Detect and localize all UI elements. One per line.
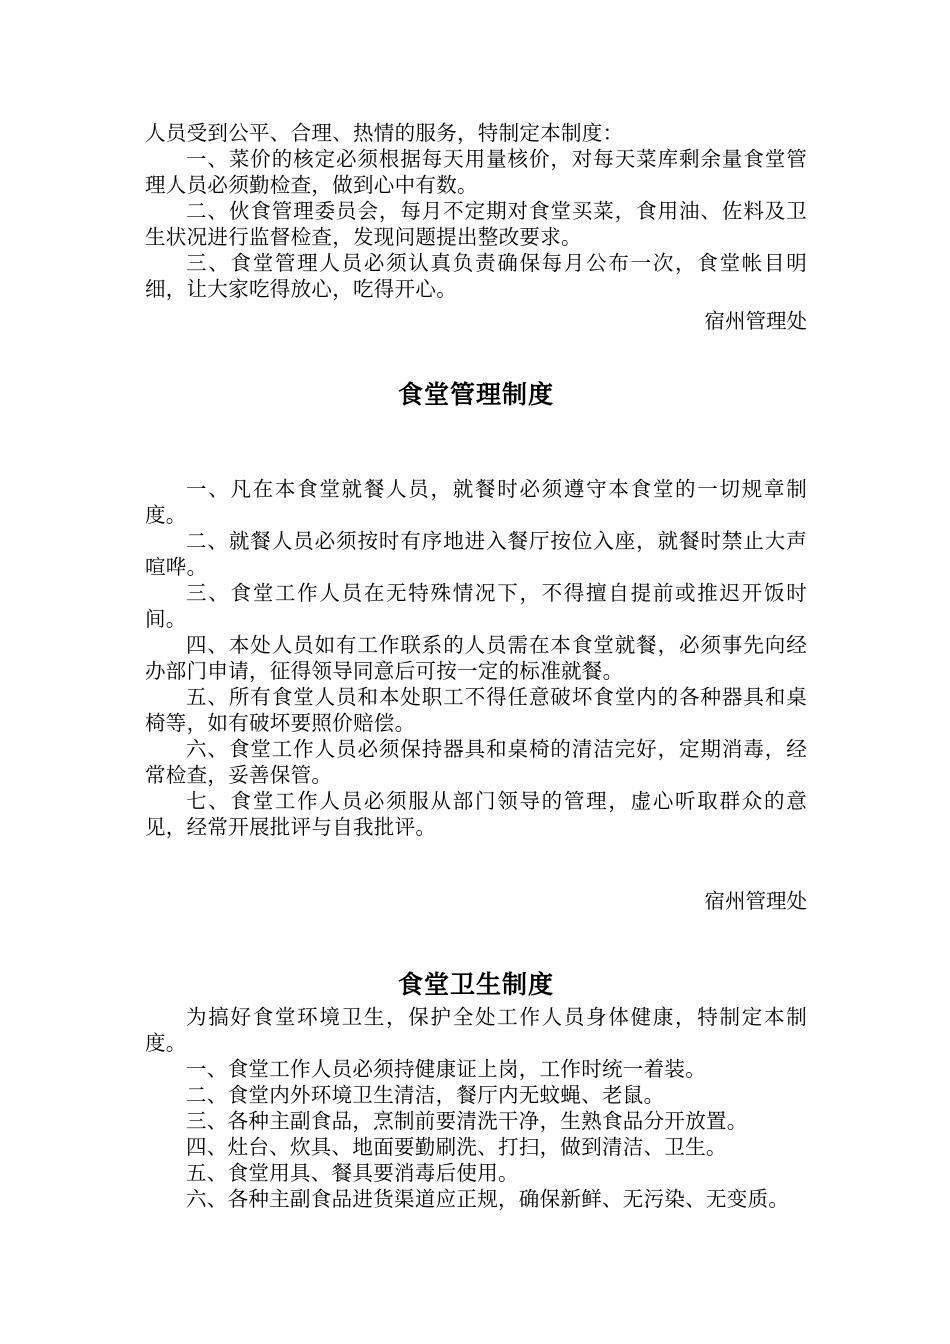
intro-paragraph: 人员受到公平、合理、热情的服务，特制定本制度： bbox=[145, 121, 624, 145]
hygiene-intro: 为搞好食堂环境卫生，保护全处工作人员身体健康，特制定本制度。 bbox=[145, 1005, 807, 1055]
management-rule-3: 三、食堂工作人员在无特殊情况下，不得擅自提前或推迟开饭时间。 bbox=[145, 581, 807, 631]
management-rule-6: 六、食堂工作人员必须保持器具和桌椅的清洁完好，定期消毒，经常检查，妥善保管。 bbox=[145, 737, 807, 787]
management-signature: 宿州管理处 bbox=[704, 889, 807, 913]
hygiene-title: 食堂卫生制度 bbox=[397, 970, 554, 999]
management-rule-4: 四、本处人员如有工作联系的人员需在本食堂就餐，必须事先向经办部门申请，征得领导同意后可按一定的标准就餐。 bbox=[145, 633, 807, 683]
management-title: 食堂管理制度 bbox=[397, 380, 554, 409]
intro-rule-2: 二、伙食管理委员会，每月不定期对食堂买菜，食用油、佐料及卫生状况进行监督检查，发现问题提出整改要求。 bbox=[145, 199, 807, 249]
intro-signature: 宿州管理处 bbox=[704, 309, 807, 333]
hygiene-rule-5: 五、食堂用具、餐具要消毒后使用。 bbox=[186, 1161, 519, 1185]
management-rule-2: 二、就餐人员必须按时有序地进入餐厅按位入座，就餐时禁止大声喧哗。 bbox=[145, 529, 807, 579]
management-section bbox=[145, 378, 807, 914]
hygiene-rule-1: 一、食堂工作人员必须持健康证上岗，工作时统一着装。 bbox=[186, 1057, 706, 1081]
management-rule-1: 一、凡在本食堂就餐人员，就餐时必须遵守本食堂的一切规章制度。 bbox=[145, 477, 807, 527]
management-rule-5: 五、所有食堂人员和本处职工不得任意破坏食堂内的各种器具和桌椅等，如有破坏要照价赔偿。 bbox=[145, 685, 807, 735]
hygiene-section bbox=[145, 968, 807, 1212]
hygiene-rule-6: 六、各种主副食品进货渠道应正规，确保新鲜、无污染、无变质。 bbox=[186, 1187, 790, 1211]
intro-rule-3: 三、食堂管理人员必须认真负责确保每月公布一次，食堂帐目明细，让大家吃得放心，吃得开心。 bbox=[145, 251, 807, 301]
hygiene-rule-3: 三、各种主副食品，烹制前要清洗干净，生熟食品分开放置。 bbox=[186, 1109, 748, 1133]
hygiene-rule-2: 二、食堂内外环境卫生清洁，餐厅内无蚊蝇、老鼠。 bbox=[186, 1083, 665, 1107]
intro-section bbox=[145, 120, 807, 334]
intro-rule-1: 一、菜价的核定必须根据每天用量核价，对每天菜库剩余量食堂管理人员必须勤检查，做到心中有数。 bbox=[145, 147, 807, 197]
management-rule-7: 七、食堂工作人员必须服从部门领导的管理，虚心听取群众的意见，经常开展批评与自我批评。 bbox=[145, 789, 807, 839]
document-page bbox=[145, 120, 807, 1212]
hygiene-rule-4: 四、灶台、炊具、地面要勤刷洗、打扫，做到清洁、卫生。 bbox=[186, 1135, 727, 1159]
